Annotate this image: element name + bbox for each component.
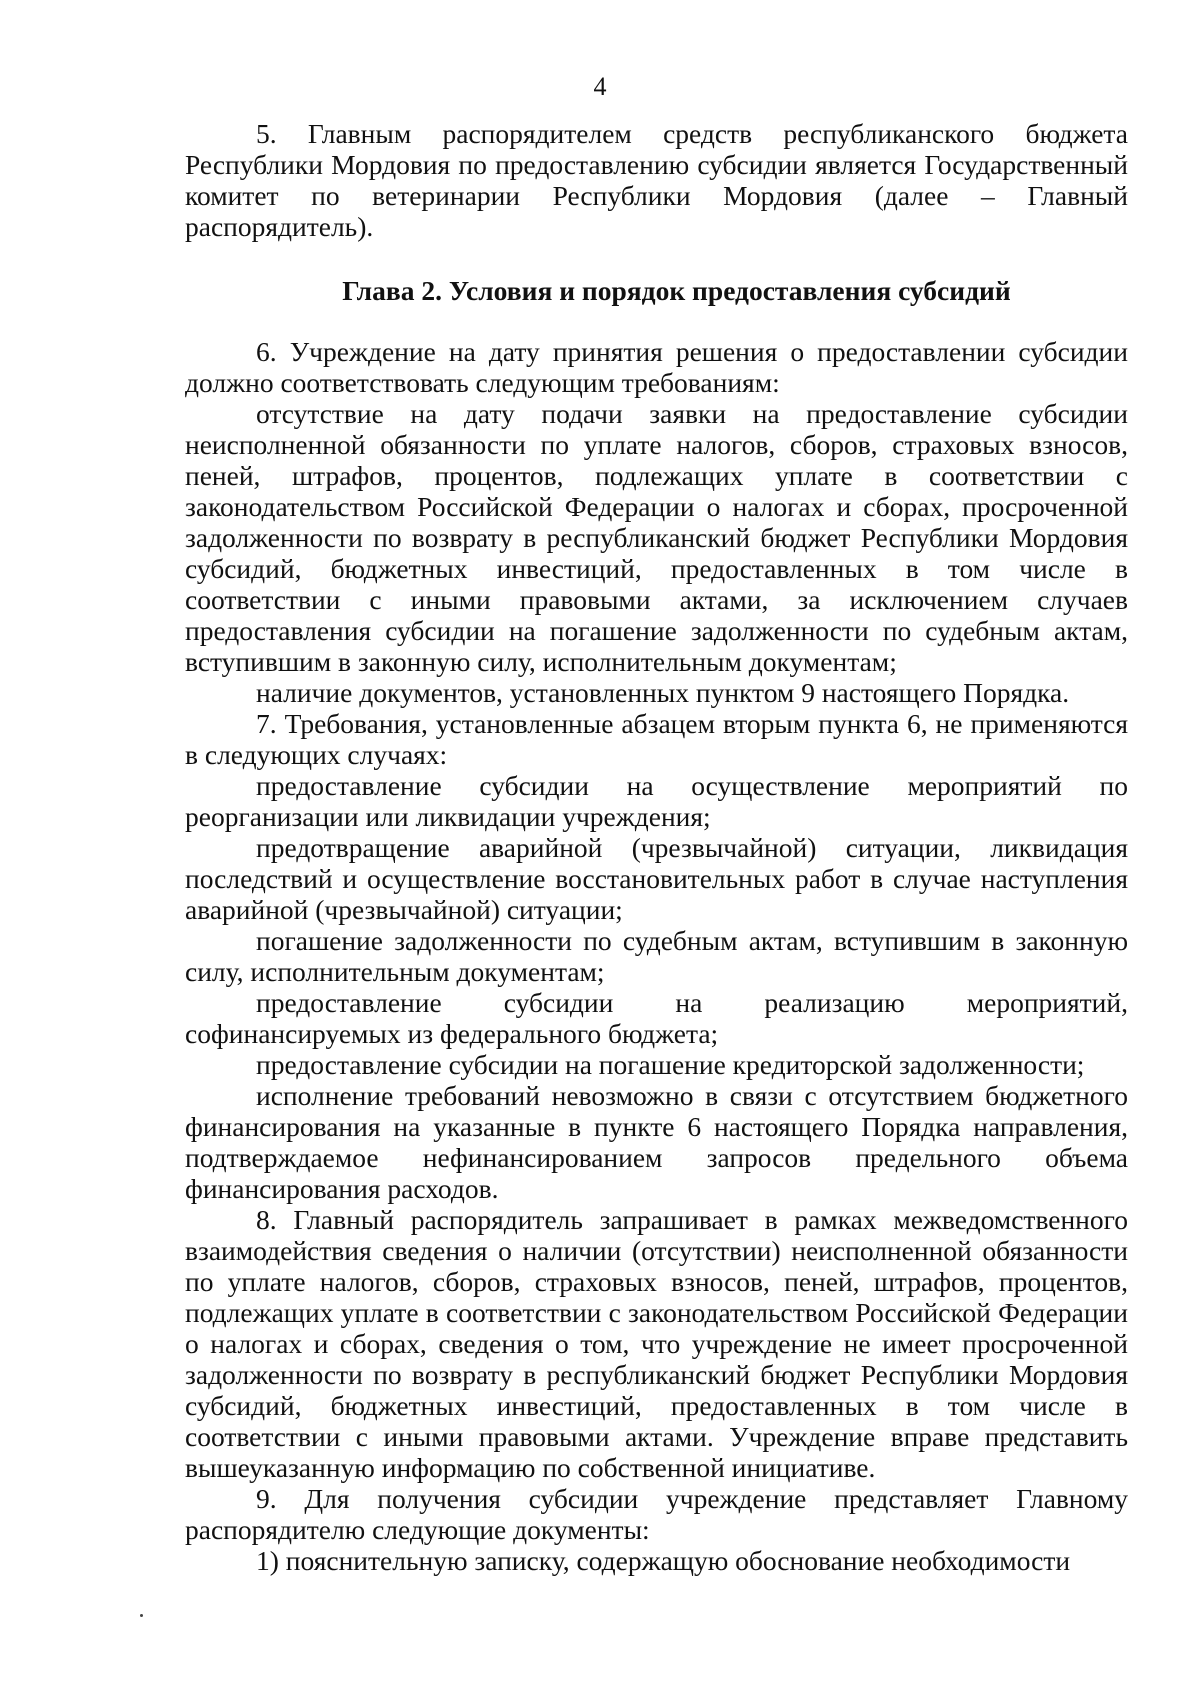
paragraph-8: 8. Главный распорядитель запрашивает в рамках межведомственного взаимодействия сведения о наличии (отсутствии) неисполненной обязанности по уплате налогов, сборов, страховых взносов, пеней, штрафов, процентов, подлежащих уплате в соответствии с законодательством Российской Федерации о налогах и сборах, сведения о том, что учреждение не имеет просроченной задолженности по возврату в республиканский бюджет Республики Мордовия субсидий, бюджетных инвестиций, предоставленных в том числе в соответствии с иными правовыми актами. Учреждение вправе представить вышеуказанную информацию по собственной инициативе. [185,1204,1128,1483]
paragraph-6-requirement-2: наличие документов, установленных пунктом 9 настоящего Порядка. [256,677,1070,708]
paragraph-5: 5. Главным распорядителем средств республиканского бюджета Республики Мордовия по предоставлению субсидии является Государственный комитет по ветеринарии Республики Мордовия (далее – Главный распорядитель). [185,118,1128,242]
paragraph-7-case-6: исполнение требований невозможно в связи с отсутствием бюджетного финансирования на указанные в пункте 6 настоящего Порядка направления, подтверждаемое нефинансированием запросов предельного объема финансирования расходов. [185,1080,1128,1204]
paragraph-7-case-4: предоставление субсидии на реализацию мероприятий, софинансируемых из федерального бюджета; [185,987,1128,1049]
paragraph-7-case-1: предоставление субсидии на осуществление мероприятий по реорганизации или ликвидации учреждения; [185,770,1128,832]
page-number: 4 [593,72,607,101]
paragraph-9-item-1: 1) пояснительную записку, содержащую обоснование необходимости [256,1545,1071,1576]
paragraph-7-case-2: предотвращение аварийной (чрезвычайной) ситуации, ликвидация последствий и осуществление восстановительных работ в случае наступления аварийной (чрезвычайной) ситуации; [185,832,1128,925]
paragraph-6: 6. Учреждение на дату принятия решения о предоставлении субсидии должно соответствовать следующим требованиям: [185,336,1128,398]
scan-dot [140,1614,143,1617]
paragraph-7-case-5: предоставление субсидии на погашение кредиторской задолженности; [256,1049,1085,1080]
chapter-heading: Глава 2. Условия и порядок предоставления субсидий [342,275,1011,306]
paragraph-6-requirement-1: отсутствие на дату подачи заявки на предоставление субсидии неисполненной обязанности по уплате налогов, сборов, страховых взносов, пеней, штрафов, процентов, подлежащих уплате в соответствии с законодательством Российской Федерации о налогах и сборах, просроченной задолженности по возврату в республиканский бюджет Республики Мордовия субсидий, бюджетных инвестиций, предоставленных в том числе в соответствии с иными правовыми актами, за исключением случаев предоставления субсидии на погашение задолженности по судебным актам, вступившим в законную силу, исполнительным документам; [185,398,1128,677]
paragraph-9: 9. Для получения субсидии учреждение представляет Главному распорядителю следующие документы: [185,1483,1128,1545]
paragraph-7: 7. Требования, установленные абзацем вторым пункта 6, не применяются в следующих случаях: [185,708,1128,770]
paragraph-7-case-3: погашение задолженности по судебным актам, вступившим в законную силу, исполнительным документам; [185,925,1128,987]
document-body [185,118,1128,1576]
